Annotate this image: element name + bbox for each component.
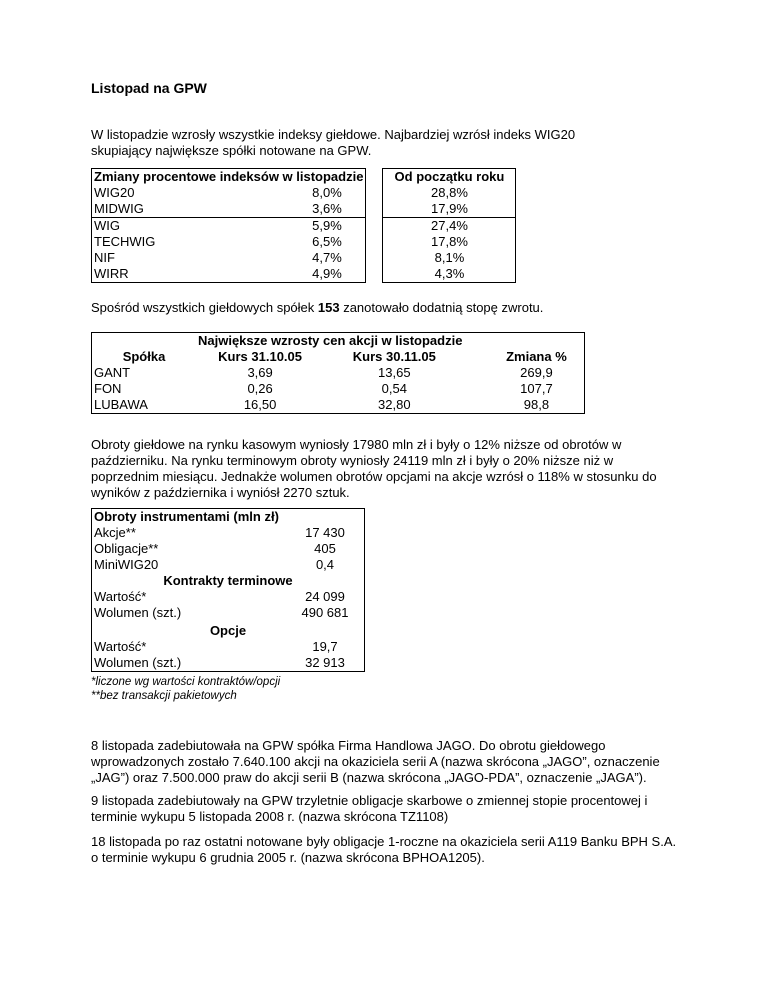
bonds-line: 9 listopada zadebiutowały na GPW trzyletnie obligacje skarbowe o zmiennej stopie procentowej i bbox=[91, 793, 648, 808]
table-row bbox=[383, 218, 516, 235]
index-ytd: 17,9% bbox=[383, 201, 516, 218]
kurs-1: 0,26 bbox=[247, 381, 273, 396]
jago-line: 8 listopada zadebiutowała na GPW spółka Firma Handlowa JAGO. Do obrotu giełdowego bbox=[91, 738, 606, 753]
bonds-paragraph bbox=[91, 793, 647, 825]
jago-paragraph bbox=[91, 738, 660, 786]
table-row bbox=[92, 541, 365, 557]
table-row bbox=[92, 557, 365, 573]
row-value: 24 099 bbox=[286, 589, 365, 605]
table-row bbox=[92, 185, 366, 201]
stocks-table-title: Największe wzrosty cen akcji w listopadzie bbox=[198, 333, 463, 348]
indices-monthly-table bbox=[91, 168, 366, 283]
index-name: TECHWIG bbox=[92, 234, 289, 250]
index-month: 3,6% bbox=[288, 201, 365, 218]
col-k1: Kurs 31.10.05 bbox=[218, 349, 303, 364]
jago-line: „JAG”) oraz 7.500.000 praw do akcji serii B (nazwa skrócona „JAGO-PDA”, oznaczenie „JAGA”). bbox=[91, 770, 647, 785]
row-value: 32 913 bbox=[286, 655, 365, 672]
index-month: 4,7% bbox=[288, 250, 365, 266]
indices-header-right: Od początku roku bbox=[383, 169, 516, 186]
row-value: 17 430 bbox=[286, 525, 365, 541]
index-ytd: 8,1% bbox=[383, 250, 516, 266]
table-row bbox=[92, 397, 585, 414]
sentence-text: Spośród wszystkich giełdowych spółek bbox=[91, 300, 318, 315]
turnover-table bbox=[91, 508, 365, 672]
table-row bbox=[92, 525, 365, 541]
options-header: Opcje bbox=[92, 621, 365, 639]
col-company: Spółka bbox=[92, 349, 197, 365]
bph-line: 18 listopada po raz ostatni notowane były obligacje 1-roczne na okaziciela serii A119 Banku BPH S.A. bbox=[91, 834, 677, 849]
footnote: *liczone wg wartości kontraktów/opcji bbox=[91, 676, 281, 688]
intro-paragraph bbox=[91, 127, 575, 159]
intro-line: skupiający największe spółki notowane na GPW. bbox=[91, 143, 372, 158]
turnover-line: Obroty giełdowe na rynku kasowym wyniosły 17980 mln zł i były o 12% niższe od obrotów w bbox=[91, 437, 622, 452]
company-name: FON bbox=[92, 381, 197, 397]
turnover-line: wyników z października i wyniósł 2270 sztuk. bbox=[91, 485, 350, 500]
row-label: Wartość* bbox=[92, 589, 287, 605]
row-label: Wolumen (szt.) bbox=[92, 655, 287, 672]
footnote: **bez transakcji pakietowych bbox=[91, 690, 237, 702]
positive-return-sentence bbox=[91, 300, 543, 316]
page-title: Listopad na GPW bbox=[91, 80, 207, 96]
row-label: Akcje** bbox=[92, 525, 287, 541]
table-row bbox=[92, 639, 365, 655]
change: 269,9 bbox=[488, 365, 585, 381]
index-name: WIRR bbox=[92, 266, 289, 283]
table-row bbox=[383, 250, 516, 266]
company-name: LUBAWA bbox=[92, 397, 197, 414]
index-month: 6,5% bbox=[288, 234, 365, 250]
turnover-line: poprzednim miesiącu. Jednakże wolumen obrotów opcjami na akcje wzrósł o 118% w stosunku do bbox=[91, 469, 657, 484]
kurs-2: 0,54 bbox=[381, 381, 407, 396]
index-ytd: 4,3% bbox=[383, 266, 516, 283]
table-row bbox=[383, 185, 516, 201]
indices-ytd-table bbox=[382, 168, 516, 283]
row-label: Wartość* bbox=[92, 639, 287, 655]
index-month: 5,9% bbox=[288, 218, 365, 235]
sentence-text: zanotowało dodatnią stopę zwrotu. bbox=[339, 300, 544, 315]
kurs-1: 3,69 bbox=[247, 365, 273, 380]
futures-header: Kontrakty terminowe bbox=[92, 573, 365, 589]
row-value: 19,7 bbox=[286, 639, 365, 655]
turnover-table-title: Obroty instrumentami (mln zł) bbox=[92, 509, 365, 526]
table-row bbox=[92, 589, 365, 605]
table-row bbox=[383, 234, 516, 250]
kurs-2: 32,80 bbox=[324, 397, 464, 414]
index-ytd: 27,4% bbox=[383, 218, 516, 235]
index-month: 8,0% bbox=[288, 185, 365, 201]
bph-paragraph bbox=[91, 834, 676, 866]
row-label: Wolumen (szt.) bbox=[92, 605, 287, 621]
indices-table bbox=[91, 168, 516, 283]
index-name: WIG20 bbox=[92, 185, 289, 201]
table-row bbox=[383, 266, 516, 283]
col-k2: Kurs 30.11.05 bbox=[352, 349, 436, 364]
turnover-line: październiku. Na rynku terminowym obroty wyniosły 24119 mln zł i były o 20% niższe niż w bbox=[91, 453, 614, 468]
row-value: 490 681 bbox=[286, 605, 365, 621]
table-row bbox=[383, 201, 516, 218]
intro-line: W listopadzie wzrosły wszystkie indeksy giełdowe. Najbardziej wzrósł indeks WIG20 bbox=[91, 127, 576, 142]
table-row bbox=[92, 218, 366, 235]
change: 107,7 bbox=[488, 381, 585, 397]
table-row bbox=[92, 381, 585, 397]
stocks-table bbox=[91, 332, 585, 414]
kurs-1: 16,50 bbox=[196, 397, 324, 414]
index-name: MIDWIG bbox=[92, 201, 289, 218]
table-row bbox=[92, 234, 366, 250]
turnover-paragraph bbox=[91, 437, 657, 501]
company-name: GANT bbox=[92, 365, 197, 381]
index-ytd: 17,8% bbox=[383, 234, 516, 250]
bonds-line: terminie wykupu 5 listopada 2008 r. (nazwa skrócona TZ1108) bbox=[91, 809, 449, 824]
index-name: WIG bbox=[92, 218, 289, 235]
kurs-2: 13,65 bbox=[378, 365, 411, 380]
table-row bbox=[92, 365, 585, 381]
indices-header-left: Zmiany procentowe indeksów w listopadzie bbox=[92, 169, 366, 186]
table-row bbox=[92, 605, 365, 621]
change: 98,8 bbox=[488, 397, 585, 414]
index-month: 4,9% bbox=[288, 266, 365, 283]
positive-count: 153 bbox=[317, 300, 340, 315]
table-row bbox=[92, 201, 366, 218]
footnotes bbox=[91, 675, 280, 703]
index-ytd: 28,8% bbox=[383, 185, 516, 201]
row-label: Obligacje** bbox=[92, 541, 287, 557]
jago-line: wprowadzonych zostało 7.640.100 akcji na okaziciela serii A (nazwa skrócona „JAGO”, oznaczenie bbox=[91, 754, 660, 769]
row-value: 0,4 bbox=[286, 557, 365, 573]
bph-line: o terminie wykupu 6 grudnia 2005 r. (nazwa skrócona BPHOA1205). bbox=[91, 850, 485, 865]
table-row bbox=[92, 250, 366, 266]
row-value: 405 bbox=[286, 541, 365, 557]
row-label: MiniWIG20 bbox=[92, 557, 287, 573]
table-row bbox=[92, 266, 366, 283]
index-name: NIF bbox=[92, 250, 289, 266]
col-change: Zmiana % bbox=[488, 349, 585, 365]
table-row bbox=[92, 655, 365, 672]
